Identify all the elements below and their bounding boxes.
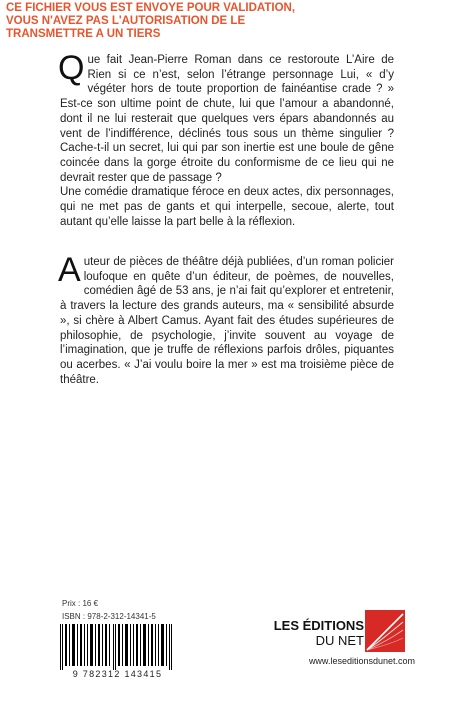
warning-line: CE FICHIER VOUS EST ENVOYE POUR VALIDATION, (6, 2, 296, 14)
publisher-line-2: DU NET (315, 633, 364, 648)
synopsis-text-line: ue fait Jean-Pierre Roman dans ce restoroute L’Aire de Rien (87, 54, 394, 81)
barcode-number: 9 782312 143415 (72, 669, 163, 679)
warning-line: VOUS N'AVEZ PAS L'AUTORISATION DE LE (6, 15, 246, 27)
warning-line: TRANSMETTRE A UN TIERS (6, 28, 161, 40)
synopsis-text-line: hors de toute proportion de fainéantise crade ? » Est-ce son ultime point de chute, lui que l’amour a abandonné, dont il ne lui resterait que quelques vers épars abandonnés au vent de l’indifférence, déclinés tous sous un thème singulier ? Cache-t-il un secret, lui qui par son inertie est une boule de gêne coincée dans la gorge étroite du conformisme de ce lieu qui ne devrait rester que de passage ? (60, 83, 394, 184)
author-bio-paragraph (58, 251, 394, 387)
barcode-image (58, 624, 177, 670)
synopsis-text-line: Une comédie dramatique féroce en deux actes, dix personnages, qui ne met pas de gants et qui interpelle, secoue, alerte, tout autant qu’elle laisse la part belle à la réflexion. (60, 186, 394, 228)
isbn-label: ISBN : 978-2-312-14341-5 (62, 612, 156, 621)
publisher-name (272, 619, 364, 648)
synopsis-paragraph (58, 49, 394, 229)
price-isbn-block (62, 597, 156, 623)
bio-text-line: uteur de pièces de théâtre déjà publiées, d’un roman policier (83, 256, 394, 268)
dropcap-letter: A (58, 251, 81, 289)
publisher-website: www.leseditionsdunet.com (308, 656, 415, 666)
dropcap-letter: Q (58, 49, 85, 87)
validation-warning (6, 2, 426, 41)
synopsis-text-line: si ce n’est, selon l’étrange personnage Lui, « d’y végéter (87, 68, 394, 96)
publisher-logo-icon (365, 610, 405, 652)
bio-text-line: loufoque en quête d’un éditeur, de poèmes, de nouvelles, comédien âgé de 53 ans, je n’ai fait qu’explorer et entretenir, à travers la lecture des grands auteurs, ma « sensibilité absurde », si chère à Albert Camus. Ayant fait des études supérieures de philosophie, de psychologie, j’invite souvent au voyage de l’imagination, que je truffe de réflexions parfois drôles, piquantes ou acerbes. « J’ai voulu boire la mer » est ma troisième pièce de théâtre. (60, 270, 394, 386)
price-label: Prix : 16 € (62, 599, 99, 608)
publisher-line-1: LES ÉDITIONS (273, 618, 364, 633)
